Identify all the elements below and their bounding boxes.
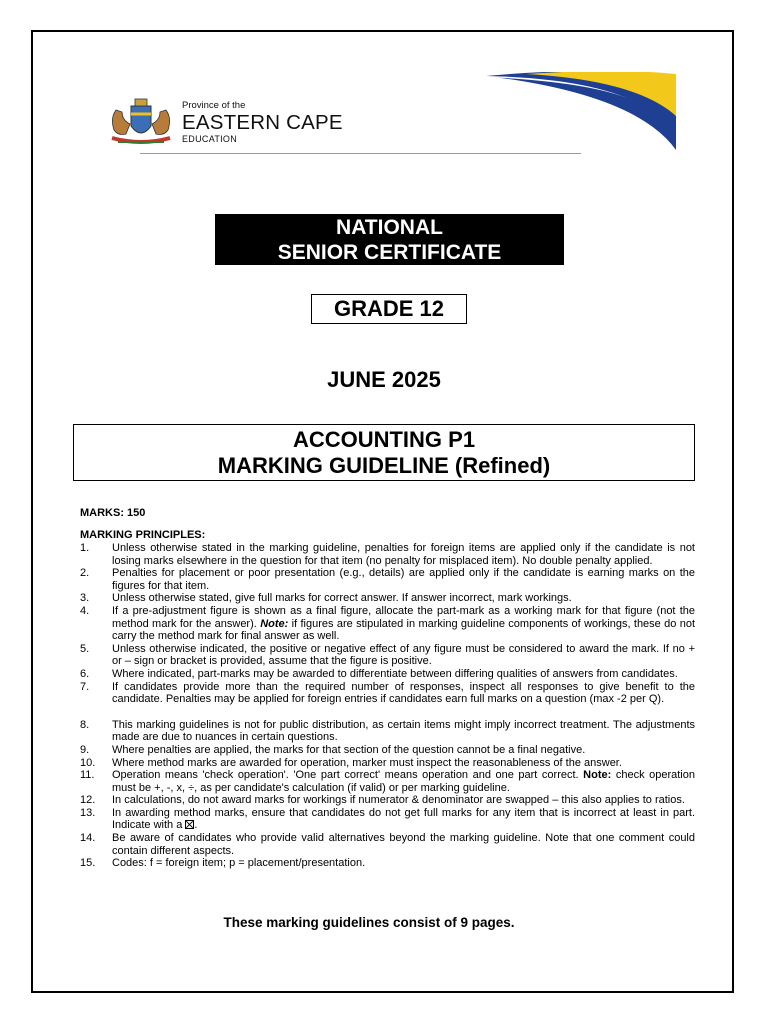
banner-line-1: NATIONAL xyxy=(336,216,443,239)
item-number: 1. xyxy=(80,542,90,554)
list-item xyxy=(80,719,695,744)
item-number: 10. xyxy=(80,756,96,769)
item-text: Where method marks are awarded for operation, marker must inspect the reasonableness of the answer. xyxy=(112,756,622,769)
item-number: 4. xyxy=(80,604,90,617)
item-text: This marking guidelines is not for public distribution, as certain items might imply incorrect treatment. The adjustments made are due to nuances in certain questions. xyxy=(112,718,695,744)
logo-wordmark xyxy=(182,101,343,144)
item-text: In awarding method marks, ensure that candidates do not get full marks for any item that is incorrect at least in part. Indicate with a . xyxy=(112,806,695,832)
certificate-banner xyxy=(215,214,564,265)
item-text xyxy=(112,605,695,643)
item-number: 11. xyxy=(80,769,95,782)
item-number: 15. xyxy=(80,857,96,870)
item-text-part: Operation means 'check operation'. 'One part correct' means operation and one part correct. xyxy=(112,769,579,782)
list-item xyxy=(80,807,695,832)
list-item xyxy=(80,769,695,794)
total-marks: MARKS: 150 xyxy=(80,507,146,519)
item-text: Be aware of candidates who provide valid alternatives beyond the marking guideline. Note that one comment could contain different aspects. xyxy=(112,832,695,857)
item-text-part: In awarding method marks, ensure that candidates do not get full marks for any item that is incorrect at least in part. Indicate with a xyxy=(112,806,695,832)
list-item xyxy=(80,832,695,857)
page-count-note: These marking guidelines consist of 9 pages. xyxy=(223,915,515,930)
list-item xyxy=(80,857,695,870)
crossed-box-icon xyxy=(185,820,194,829)
swoosh-graphic xyxy=(486,72,678,150)
list-item xyxy=(80,542,695,567)
grade-label: GRADE 12 xyxy=(311,294,467,324)
list-item xyxy=(80,605,695,643)
list-item xyxy=(80,681,695,706)
item-text: Unless otherwise indicated, the positive or negative effect of any figure must be considered to award the mark. If no + or – sign or bracket is provided, assume that the figure is positive. xyxy=(112,642,695,668)
subject-box xyxy=(73,424,695,481)
document-title: MARKING GUIDELINE (Refined) xyxy=(217,453,551,478)
note-label: Note: xyxy=(260,617,289,630)
item-number: 12. xyxy=(80,794,96,807)
subject-title: ACCOUNTING P1 xyxy=(292,427,476,452)
list-item xyxy=(80,643,695,668)
list-item xyxy=(80,794,695,807)
item-number: 9. xyxy=(80,743,90,756)
list-item xyxy=(80,567,695,592)
exam-date: JUNE 2025 xyxy=(327,367,441,392)
item-text-part: if figures are stipulated in marking guideline components of workings, these do not carry the method mark for final answer as well. xyxy=(112,617,696,643)
item-number: 6. xyxy=(80,667,90,680)
item-text: In calculations, do not award marks for workings if numerator & denominator are swapped – this also applies to ratios. xyxy=(112,794,685,807)
item-text: Unless otherwise stated in the marking guideline, penalties for foreign items are applied only if the candidate is not losing marks elsewhere in the question for that item (no penalty for misplaced item). No double penalty applied. xyxy=(112,542,695,567)
item-text xyxy=(112,769,695,794)
item-number: 13. xyxy=(80,806,96,819)
note-label: Note: xyxy=(583,769,612,782)
header-divider xyxy=(140,153,581,154)
item-number: 14. xyxy=(80,832,96,845)
logo-province-name: EASTERN CAPE xyxy=(182,110,343,134)
list-item xyxy=(80,668,695,681)
item-text-part: check operation must be +, -, x, ÷, as per candidate's calculation (if valid) or per marking guideline. xyxy=(112,769,695,794)
item-text: Where penalties are applied, the marks for that section of the question cannot be a final negative. xyxy=(112,743,586,756)
principles-list xyxy=(80,542,695,870)
principles-heading: MARKING PRINCIPLES: xyxy=(80,529,206,541)
list-item xyxy=(80,592,695,605)
item-number: 7. xyxy=(80,680,90,693)
item-text: Unless otherwise stated, give full marks for correct answer. If answer incorrect, mark workings. xyxy=(112,592,572,605)
item-text: Penalties for placement or poor presentation (e.g., details) are applied only if the candidate is earning marks on the figures for that item. xyxy=(112,567,695,592)
item-text-part: If a pre-adjustment figure is shown as a final figure, allocate the part-mark as a working mark for that figure (not the method mark for the answer). xyxy=(112,604,695,630)
logo-department-label: EDUCATION xyxy=(182,134,238,144)
item-text: If candidates provide more than the required number of responses, inspect all responses to give benefit to the candidate. Penalties may be applied for foreign entries if candidates earn full marks on a question (max -2 per Q). xyxy=(112,680,695,706)
item-text: Codes: f = foreign item; p = placement/presentation. xyxy=(112,857,366,870)
banner-line-2: SENIOR CERTIFICATE xyxy=(277,241,502,264)
logo-province-label: Province of the xyxy=(182,100,246,111)
item-text: Where indicated, part-marks may be awarded to differentiate between differing qualities of answers from candidates. xyxy=(112,667,678,680)
list-item xyxy=(80,757,695,770)
item-number: 5. xyxy=(80,642,90,655)
item-number: 2. xyxy=(80,567,90,580)
item-number: 8. xyxy=(80,718,90,731)
coat-of-arms-logo xyxy=(104,96,178,148)
item-number: 3. xyxy=(80,592,90,605)
list-item xyxy=(80,744,695,757)
